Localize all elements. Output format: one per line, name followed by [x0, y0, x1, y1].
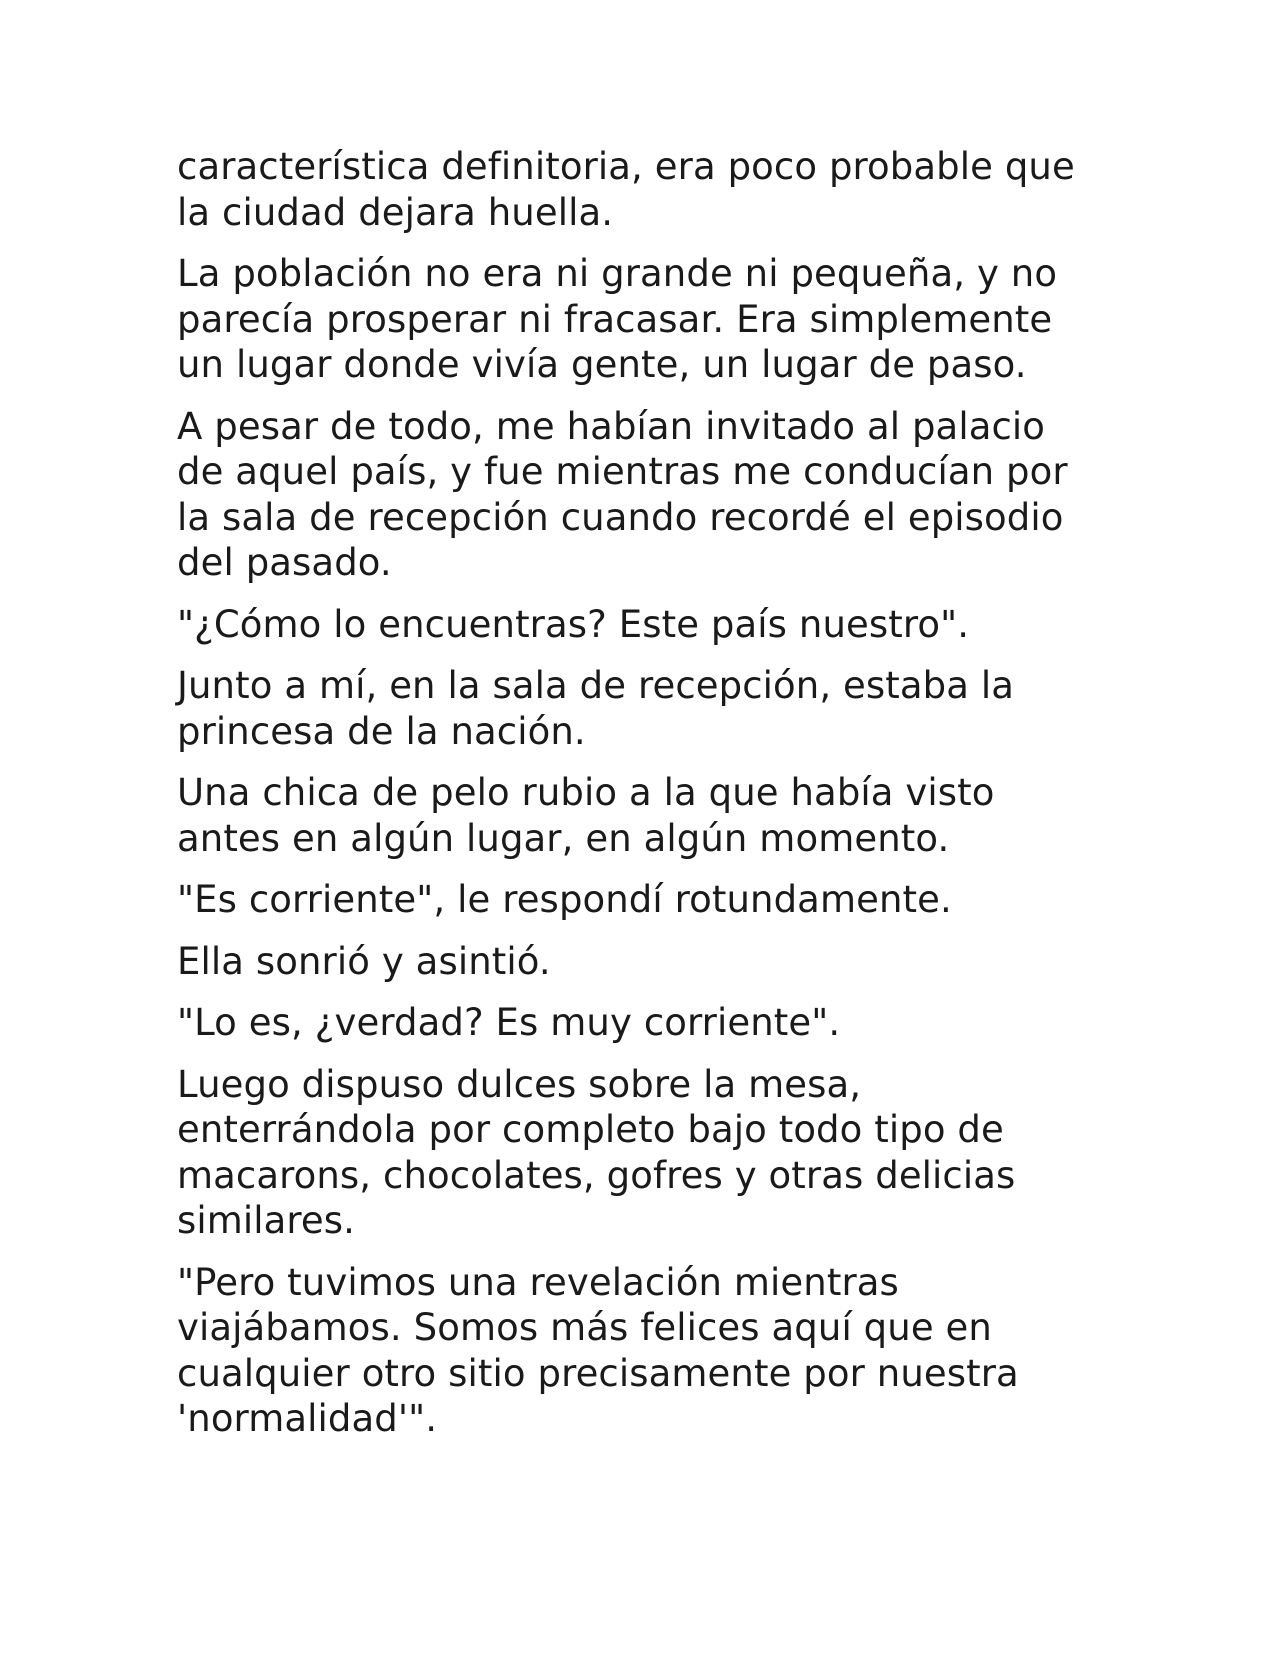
paragraph: Ella sonrió y asintió. [177, 939, 551, 983]
text-body [177, 144, 1097, 1458]
paragraph: "Lo es, ¿verdad? Es muy corriente". [177, 1001, 841, 1044]
paragraph: característica definitoria, era poco probable que la ciudad dejara huella. [177, 145, 1075, 234]
paragraph: "¿Cómo lo encuentras? Este país nuestro". [177, 602, 970, 646]
paragraph: "Pero tuvimos una revelación mientras viajábamos. Somos más felices aquí que en cualquier otro sitio precisamente por nuestra 'normalidad'". [177, 1260, 1019, 1440]
paragraph: Luego dispuso dulces sobre la mesa, enterrándola por completo bajo todo tipo de macarons, chocolates, gofres y otras delicias similares. [177, 1062, 1016, 1242]
paragraph: "Es corriente", le respondí rotundamente. [177, 878, 952, 921]
paragraph: Junto a mí, en la sala de recepción, estaba la princesa de la nación. [177, 664, 1015, 753]
paragraph: La población no era ni grande ni pequeña, y no parecía prosperar ni fracasar. Era simplemente un lugar donde vivía gente, un lugar de paso. [177, 252, 1058, 386]
paragraph: A pesar de todo, me habían invitado al palacio de aquel país, y fue mientras me conducían por la sala de recepción cuando recordé el episodio del pasado. [177, 404, 1068, 584]
paragraph: Una chica de pelo rubio a la que había visto antes en algún lugar, en algún momento. [177, 771, 995, 860]
